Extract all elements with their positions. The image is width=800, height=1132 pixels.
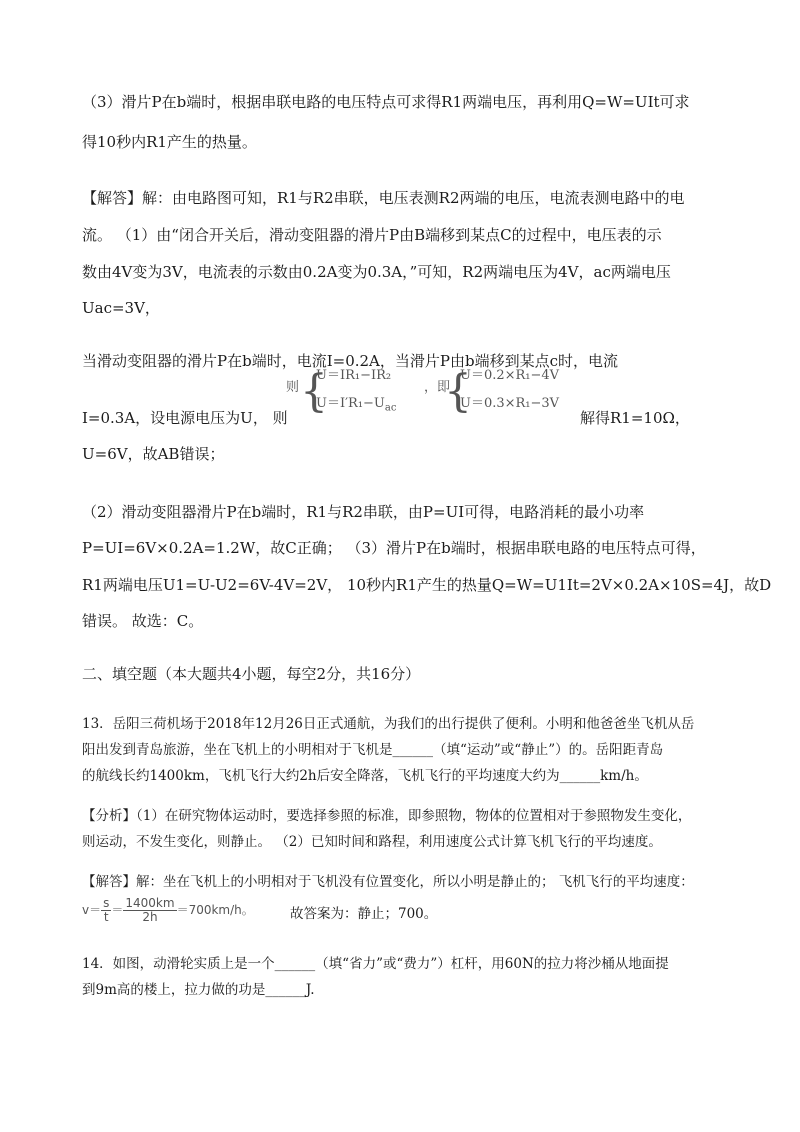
text-line: Uac=3V， xyxy=(82,299,160,317)
text-line: R1两端电压U1=U-U2=6V-4V=2V， 10秒内R1产生的热量Q=W=U1It=2V×0.2A×10S=4J，故D xyxy=(82,576,772,594)
text-line: 【解答】解：由电路图可知，R1与R2串联，电压表测R2两端的电压，电流表测电路中的电 xyxy=(82,189,685,207)
text-line: （2）滑动变阻器滑片P在b端时，R1与R2串联，由P=UI可得，电路消耗的最小功率 xyxy=(82,503,645,521)
formula-text: 则 xyxy=(286,380,300,395)
text-line: 解得R1=10Ω， xyxy=(580,409,690,427)
left-brace-icon: { xyxy=(444,366,472,417)
fraction-s-over-t: $\frac{s}{t}$ xyxy=(103,896,110,924)
question-13: 13．岳阳三荷机场于2018年12月26日正式通航，为我们的出行提供了便利。小明和他爸爸坐飞机从岳 xyxy=(82,716,695,732)
text-line: P=UI=6V×0.2A=1.2W，故C正确； （3）滑片P在b端时，根据串联电路的电压特点可得， xyxy=(82,539,706,557)
answer-13: 【解答】解：坐在飞机上的小明相对于飞机没有位置变化，所以小明是静止的； 飞机飞行的平均速度： xyxy=(82,874,694,890)
formula-text: ，即 xyxy=(424,380,451,395)
section-heading: 二、填空题（本大题共4小题，每空2分，共16分） xyxy=(82,665,421,683)
formula-text: ＝700km/h。 xyxy=(176,903,254,917)
answer-13: 故答案为：静止；700。 xyxy=(290,906,438,922)
text-line: 流。 （1）由“闭合开关后，滑动变阻器的滑片P由B端移到某点C的过程中，电压表的示 xyxy=(82,226,662,244)
text-line: 当滑动变阻器的滑片P在b端时，电流I=0.2A，当滑片P由b端移到某点c时，电流 xyxy=(82,352,618,370)
fraction-value: $\frac{1400km}{2h}$ xyxy=(125,896,175,924)
text-line: U=6V，故AB错误； xyxy=(82,445,225,463)
analysis-13: 【分析】（1）在研究物体运动时，要选择参照的标准，即参照物，物体的位置相对于参照物发生变化， xyxy=(82,808,692,824)
analysis-13: 则运动，不发生变化，则静止。 （2）已知时间和路程，利用速度公式计算飞机飞行的平均速度。 xyxy=(82,834,662,850)
equation-2: $U=I'R_1-U_{ac}$ xyxy=(316,396,397,414)
question-13: 的航线长约1400km，飞机飞行大约2h后安全降落，飞机飞行的平均速度大约为______km/h。 xyxy=(82,768,648,784)
question-14: 到9m高的楼上，拉力做的功是______J. xyxy=(82,982,315,998)
equation-4: U＝0.3×R₁−3V xyxy=(460,396,560,411)
text-line: I=0.3A，设电源电压为U， 则 xyxy=(82,409,288,427)
text-line: 得10秒内R1产生的热量。 xyxy=(82,133,257,151)
formula-text: v＝ xyxy=(82,903,102,917)
equation-1: U＝IR₁−IR₂ xyxy=(316,368,392,383)
question-13: 阳出发到青岛旅游，坐在飞机上的小明相对于飞机是______（填“运动”或“静止”）的。岳阳距青岛 xyxy=(82,742,664,758)
text-line: （3）滑片P在b端时，根据串联电路的电压特点可求得R1两端电压，再利用Q=W=UIt可求 xyxy=(82,93,690,111)
text-line: 错误。 故选：C。 xyxy=(82,612,204,630)
text-line: 数由4V变为3V，电流表的示数由0.2A变为0.3A，”可知，R2两端电压为4V，ac两端电压 xyxy=(82,263,671,281)
velocity-formula: v＝ $\frac{s}{t}$ ＝ $\frac{1400km}{2h}$ ＝700km/h。 xyxy=(82,896,254,924)
left-brace-icon: { xyxy=(300,366,328,417)
question-14: 14．如图，动滑轮实质上是一个______（填“省力”或“费力”）杠杆，用60N的拉力将沙桶从地面提 xyxy=(82,956,669,972)
equation-system xyxy=(286,366,576,426)
equation-3: U＝0.2×R₁−4V xyxy=(460,368,560,383)
